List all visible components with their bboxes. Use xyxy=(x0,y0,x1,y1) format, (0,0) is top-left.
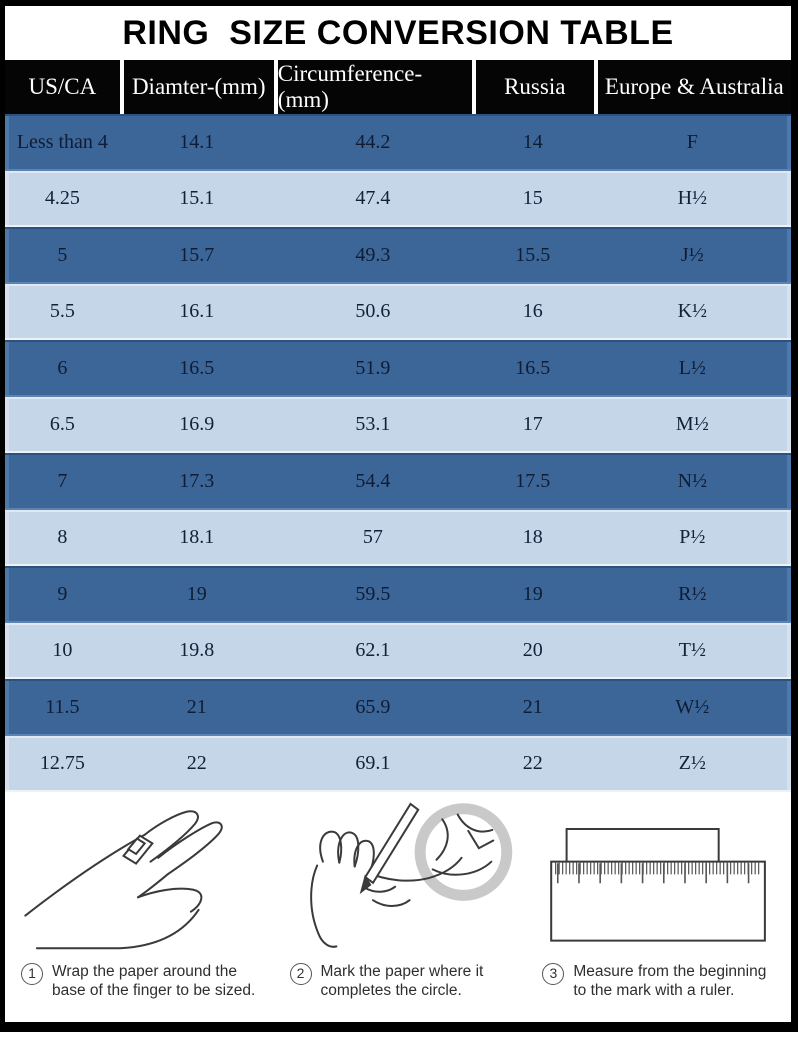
table-cell: 44.2 xyxy=(355,130,391,153)
table-cell: 65.9 xyxy=(355,695,391,718)
table-cell: 19 xyxy=(186,582,207,605)
table-cell: 6 xyxy=(57,356,68,379)
table-body xyxy=(5,114,791,792)
table-cell: 15.5 xyxy=(515,243,551,266)
table-cell: 49.3 xyxy=(355,243,391,266)
step-number-icon: 3 xyxy=(542,963,564,985)
step-number-icon: 2 xyxy=(290,963,312,985)
measuring-instructions xyxy=(5,792,791,1022)
table-cell: 14.1 xyxy=(179,130,215,153)
table-cell: 54.4 xyxy=(355,469,391,492)
table-cell: 17 xyxy=(522,413,543,436)
table-cell: 51.9 xyxy=(355,356,391,379)
table-cell: Z½ xyxy=(678,752,706,775)
title-band xyxy=(5,6,791,60)
table-cell: 50.6 xyxy=(355,300,391,323)
table-cell: 18.1 xyxy=(179,526,215,549)
table-cell: 15.7 xyxy=(179,243,215,266)
ruler-measure-illustration xyxy=(533,802,785,956)
hand-wrapped-paper-illustration xyxy=(11,802,263,956)
instruction-text: Mark the paper where it completes the circle. xyxy=(320,963,484,1000)
table-row xyxy=(5,679,791,736)
table-row xyxy=(5,510,791,567)
table-cell: 69.1 xyxy=(355,752,391,775)
column-header-diameter: Diamter-(mm) xyxy=(120,60,274,114)
table-header-row xyxy=(5,60,791,114)
table-cell: 22 xyxy=(522,752,543,775)
table-cell: 59.5 xyxy=(355,582,391,605)
table-cell: P½ xyxy=(679,526,706,549)
table-row xyxy=(5,623,791,680)
table-cell: J½ xyxy=(680,243,704,266)
paper-strip-icon xyxy=(566,829,718,864)
table-cell: 6.5 xyxy=(49,413,75,436)
table-cell: 9 xyxy=(57,582,68,605)
pen-marking-paper-illustration xyxy=(272,802,524,956)
table-cell: 16 xyxy=(522,300,543,323)
column-header-europe: Europe & Australia xyxy=(594,60,791,114)
table-cell: 53.1 xyxy=(355,413,391,436)
table-cell: N½ xyxy=(677,469,708,492)
table-row xyxy=(5,284,791,341)
table-row xyxy=(5,736,791,793)
table-cell: 18 xyxy=(522,526,543,549)
instruction-step-3 xyxy=(528,798,789,1022)
table-cell: 62.1 xyxy=(355,639,391,662)
table-cell: 5.5 xyxy=(49,300,75,323)
instruction-step-1 xyxy=(7,798,268,1022)
table-row xyxy=(5,453,791,510)
instruction-caption xyxy=(528,956,789,1001)
table-cell: H½ xyxy=(677,187,708,210)
table-cell: 16.9 xyxy=(179,413,215,436)
table-cell: 22 xyxy=(186,752,207,775)
table-cell: 8 xyxy=(57,526,68,549)
page-title: RING SIZE CONVERSION TABLE xyxy=(122,13,674,52)
table-row xyxy=(5,114,791,171)
table-cell: 10 xyxy=(52,639,73,662)
table-cell: 17.3 xyxy=(179,469,215,492)
table-cell: 47.4 xyxy=(355,187,391,210)
table-cell: 7 xyxy=(57,469,68,492)
table-cell: 57 xyxy=(362,526,383,549)
table-cell: 19.8 xyxy=(179,639,215,662)
table-cell: M½ xyxy=(675,413,709,436)
table-cell: F xyxy=(686,130,698,153)
table-cell: L½ xyxy=(678,356,706,379)
instruction-step-2 xyxy=(268,798,529,1022)
table-cell: 16.1 xyxy=(179,300,215,323)
table-cell: W½ xyxy=(675,695,710,718)
table-cell: 11.5 xyxy=(45,695,80,718)
instruction-text: Wrap the paper around the base of the finger to be sized. xyxy=(52,963,256,1000)
instruction-caption xyxy=(7,956,268,1001)
table-cell: 14 xyxy=(522,130,543,153)
column-header-russia: Russia xyxy=(472,60,594,114)
table-cell: 20 xyxy=(522,639,543,662)
table-cell: 16.5 xyxy=(515,356,551,379)
table-cell: R½ xyxy=(678,582,707,605)
table-cell: 15.1 xyxy=(179,187,215,210)
table-cell: 21 xyxy=(522,695,543,718)
instruction-caption xyxy=(276,956,521,1001)
table-cell: 4.25 xyxy=(44,187,80,210)
table-cell: 21 xyxy=(186,695,207,718)
table-cell: 17.5 xyxy=(515,469,551,492)
table-row xyxy=(5,397,791,454)
table-row xyxy=(5,171,791,228)
table-cell: 12.75 xyxy=(39,752,85,775)
table-cell: 16.5 xyxy=(179,356,215,379)
table-row xyxy=(5,227,791,284)
table-row xyxy=(5,566,791,623)
instruction-text: Measure from the beginning to the mark with a ruler. xyxy=(573,963,767,1000)
table-cell: 15 xyxy=(522,187,543,210)
table-cell: 19 xyxy=(522,582,543,605)
column-header-us-ca: US/CA xyxy=(28,74,97,99)
table-cell: Less than 4 xyxy=(16,130,108,153)
table-cell: T½ xyxy=(678,639,706,662)
table-cell: 5 xyxy=(57,243,68,266)
step-number-icon: 1 xyxy=(21,963,43,985)
table-cell: K½ xyxy=(677,300,708,323)
table-row xyxy=(5,340,791,397)
column-header-circumference: Circumference-(mm) xyxy=(274,60,472,114)
